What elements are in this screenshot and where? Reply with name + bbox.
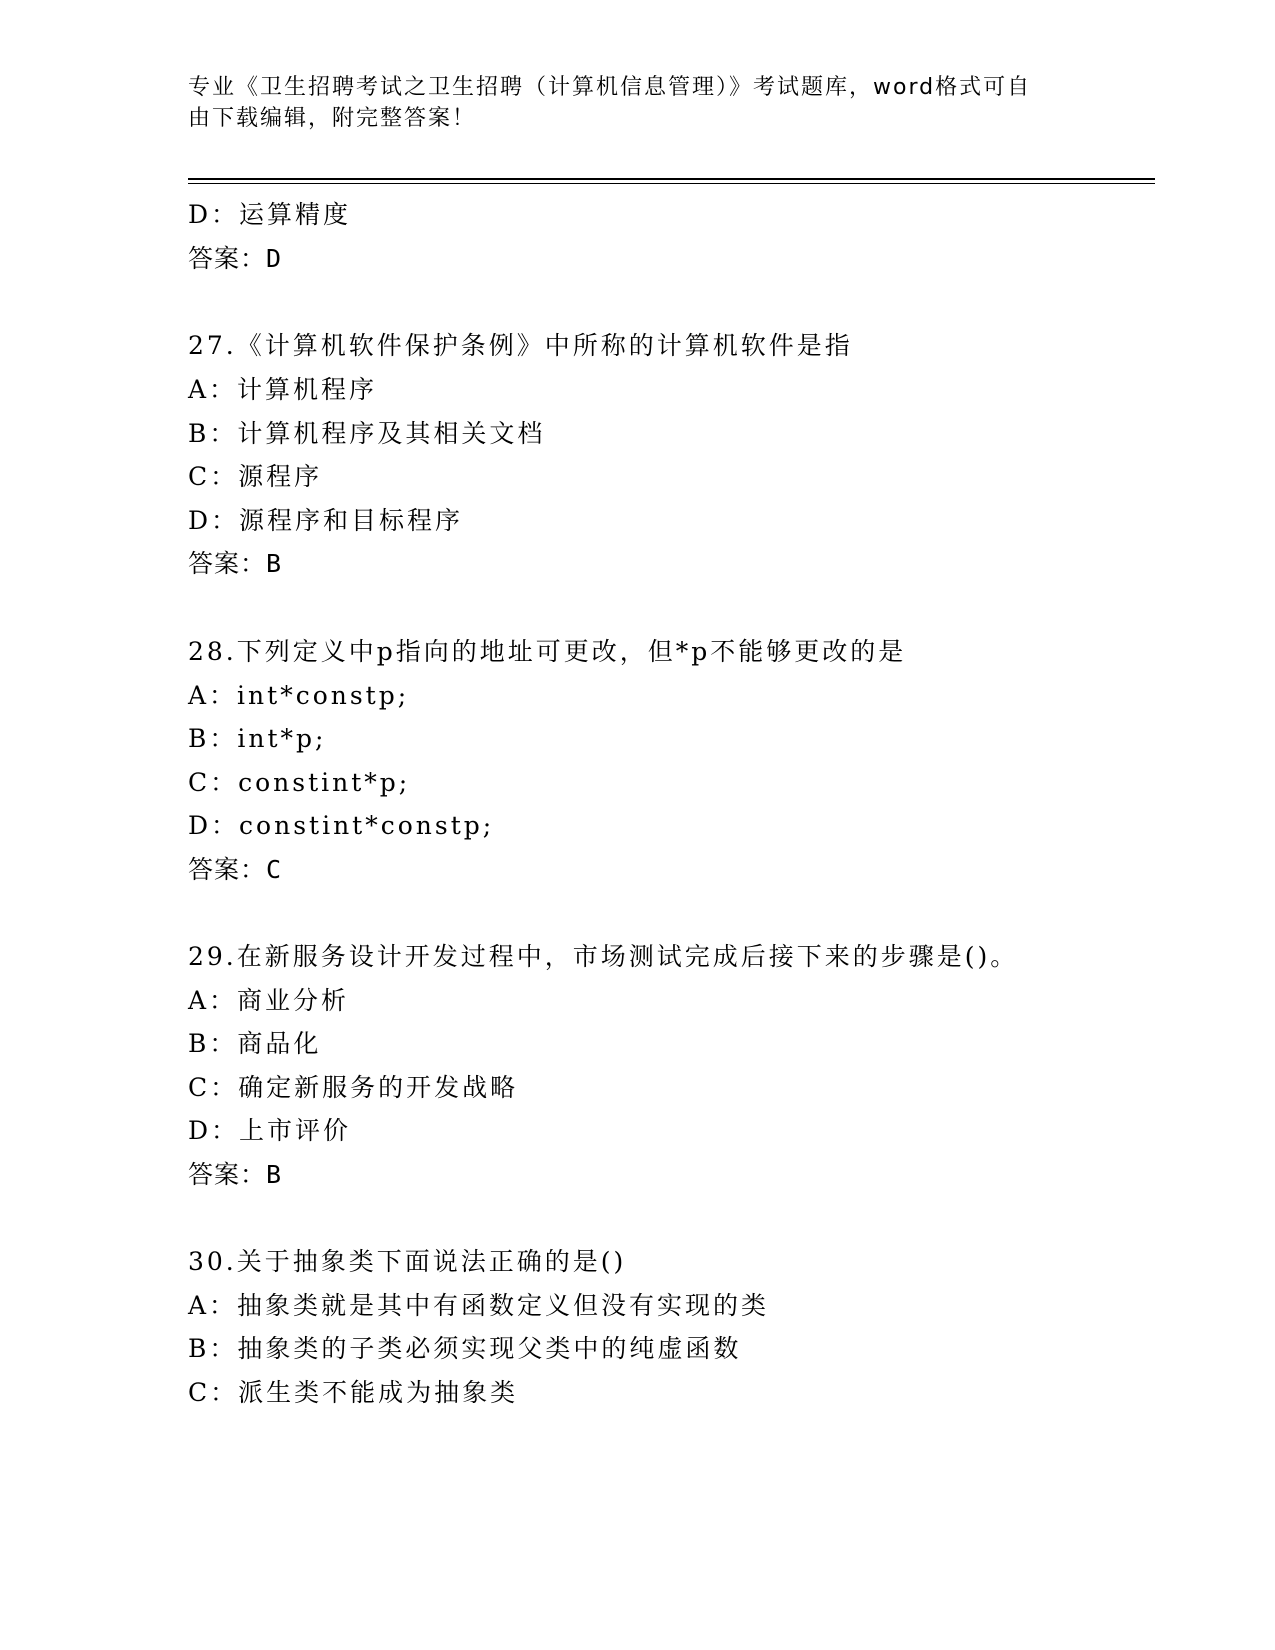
answer-label: 答案： [188,855,267,884]
question-29-option-d: D：上市评价 [188,1116,352,1145]
question-28-stem: 28.下列定义中p指向的地址可更改，但*p不能够更改的是 [188,637,907,666]
question-28-option-a: A：int*constp; [188,681,410,710]
question-30-stem: 30.关于抽象类下面说法正确的是() [188,1247,627,1276]
question-28-option-d: D：constint*constp; [188,811,495,840]
document-intro [188,72,1068,134]
question-27-option-a: A：计算机程序 [188,375,378,404]
prev-answer [188,242,281,276]
answer-value: B [266,549,282,578]
question-28-option-b: B：int*p; [188,724,327,753]
question-29-option-a: A：商业分析 [188,986,350,1015]
question-29-answer [188,1158,281,1192]
question-27-option-d: D：源程序和目标程序 [188,506,464,535]
answer-label: 答案： [188,549,267,578]
question-29-stem: 29.在新服务设计开发过程中，市场测试完成后接下来的步骤是()。 [188,942,1019,971]
question-27-stem: 27.《计算机软件保护条例》中所称的计算机软件是指 [188,331,853,360]
question-28-answer [188,853,281,887]
answer-value: B [266,1160,282,1189]
question-27-answer [188,547,281,581]
answer-label: 答案： [188,1160,267,1189]
question-29-option-c: C：确定新服务的开发战略 [188,1073,519,1102]
answer-value: C [266,855,282,884]
intro-line-1: 专业《卫生招聘考试之卫生招聘（计算机信息管理）》考试题库，word格式可自 [188,75,1032,100]
question-30-option-b: B：抽象类的子类必须实现父类中的纯虚函数 [188,1334,742,1363]
question-28-option-c: C：constint*p; [188,768,411,797]
question-30-option-c: C：派生类不能成为抽象类 [188,1378,519,1407]
intro-line-2: 由下载编辑，附完整答案！ [188,106,477,131]
question-27-option-c: C：源程序 [188,462,323,491]
answer-label: 答案： [188,244,267,273]
question-30-option-a: A：抽象类就是其中有函数定义但没有实现的类 [188,1291,770,1320]
prev-option-d: D：运算精度 [188,200,352,229]
question-27-option-b: B：计算机程序及其相关文档 [188,419,546,448]
question-29-option-b: B：商品化 [188,1029,322,1058]
header-divider-thin [188,183,1155,184]
answer-value: D [266,244,282,273]
header-divider-thick [188,178,1155,180]
